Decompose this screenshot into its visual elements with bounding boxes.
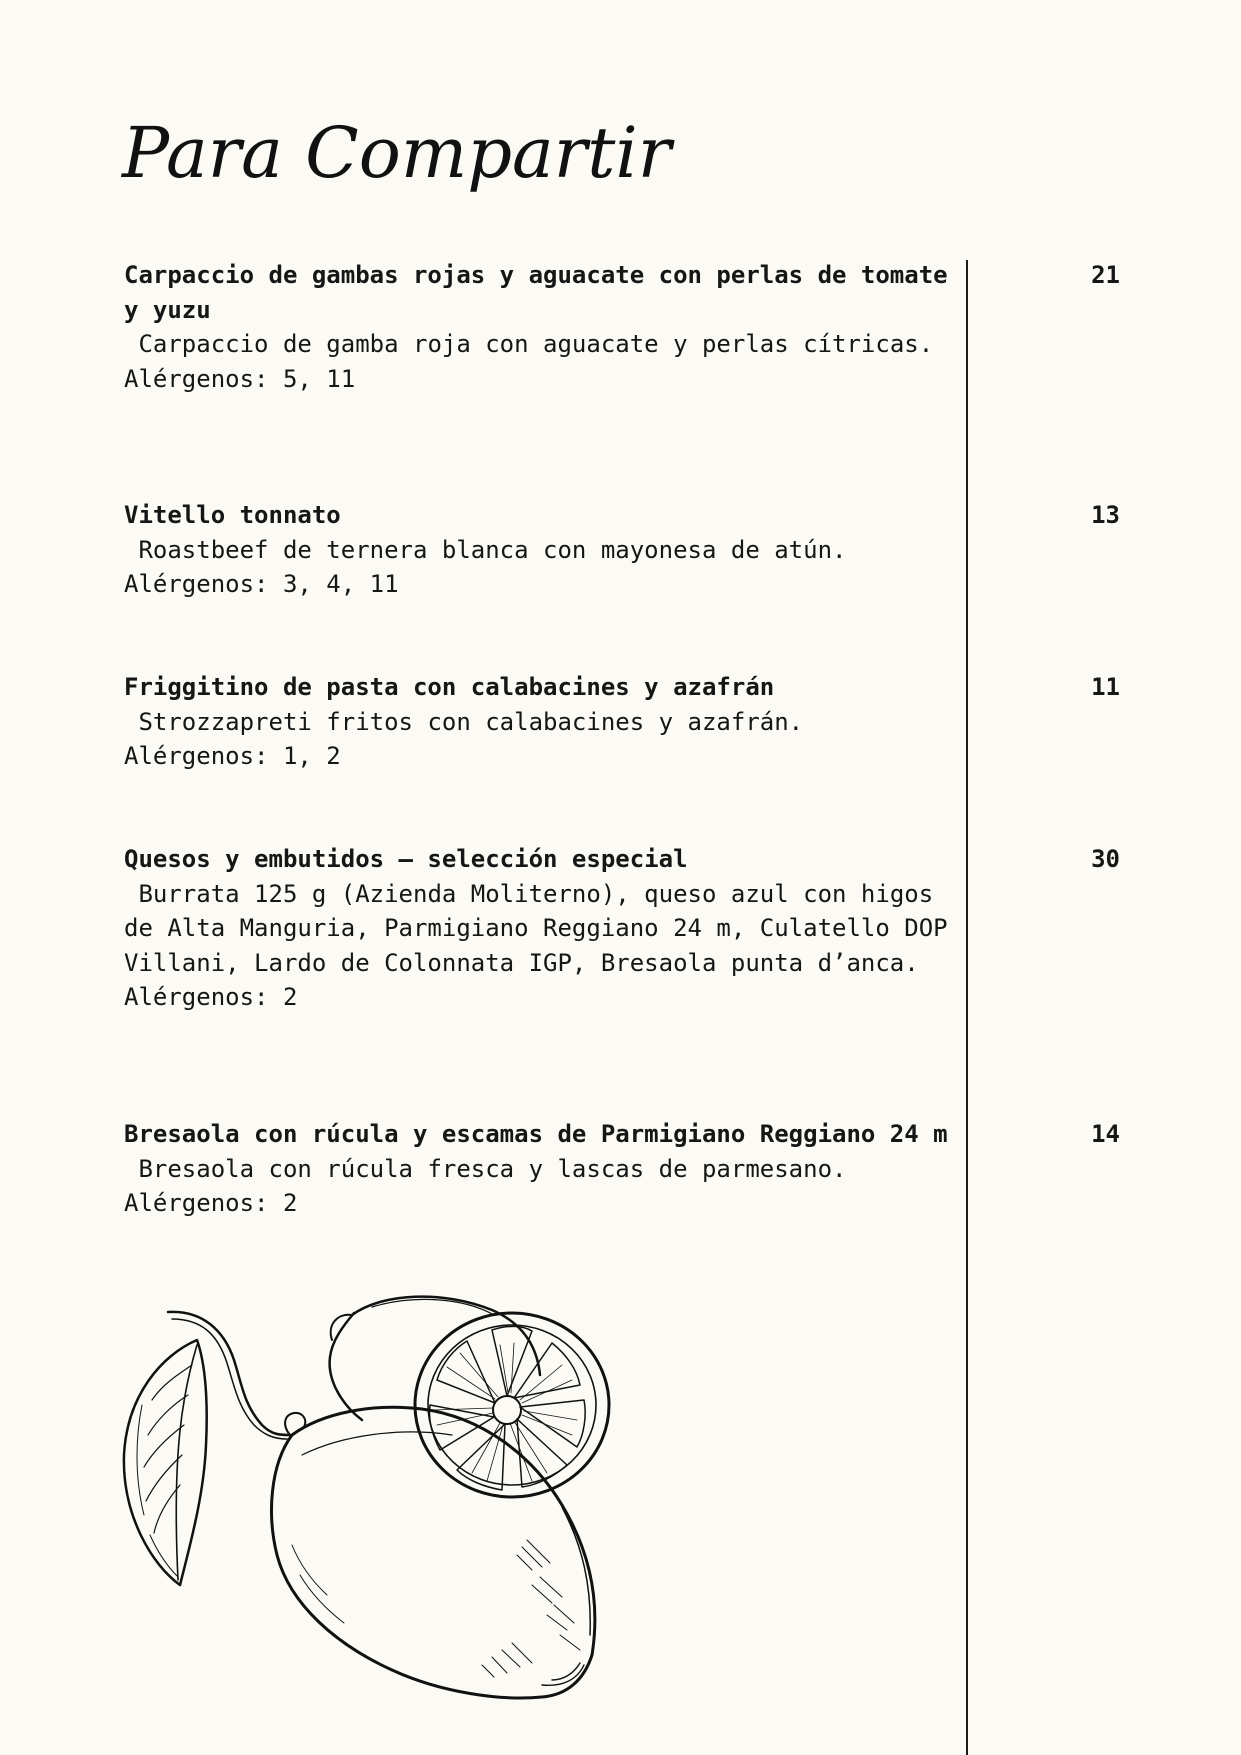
menu-item-name: Quesos y embutidos – selección especial [124,845,688,873]
menu-item-carpaccio [124,258,950,396]
menu-item-vitello [124,498,950,602]
menu-item-name: Vitello tonnato [124,501,341,529]
menu-item-description: Roastbeef de ternera blanca con mayonesa de atún. [124,535,847,564]
menu-item-description: Carpaccio de gamba roja con aguacate y perlas cítricas. [124,330,934,358]
menu-item-allergens: Alérgenos: 5, 11 [124,364,356,393]
menu-item-bresaola [124,1117,950,1221]
page-title: Para Compartir [122,112,672,194]
menu-item-description: Bresaola con rúcula fresca y lascas de parmesano. [124,1154,847,1183]
column-divider [966,260,968,1755]
lemon-illustration-icon [122,1285,622,1705]
menu-item-price: 14 [1091,1120,1120,1148]
menu-item-price: 21 [1091,261,1120,289]
menu-item-name: Bresaola con rúcula y escamas de Parmigiano Reggiano 24 m [124,1120,948,1148]
menu-item-description: Burrata 125 g (Azienda Moliterno), queso azul con higos de Alta Manguria, Parmigiano Reggiano 24 m, Culatello DOP Villani, Lardo de Colonnata IGP, Bresaola punta d’anca. [124,879,963,977]
menu-item-name: Carpaccio de gambas rojas y aguacate con perlas de tomate y yuzu [124,261,948,324]
menu-item-allergens: Alérgenos: 2 [124,983,298,1011]
menu-item-allergens: Alérgenos: 2 [124,1189,298,1217]
menu-item-friggitino [124,670,950,774]
menu-item-description: Strozzapreti fritos con calabacines y azafrán. [124,707,804,736]
menu-item-allergens: Alérgenos: 3, 4, 11 [124,570,399,598]
menu-item-quesos [124,842,963,1015]
menu-item-price: 11 [1091,673,1120,701]
menu-item-allergens: Alérgenos: 1, 2 [124,742,341,770]
menu-item-price: 13 [1091,501,1120,529]
menu-item-price: 30 [1091,845,1120,873]
menu-item-name: Friggitino de pasta con calabacines y azafrán [124,673,775,701]
